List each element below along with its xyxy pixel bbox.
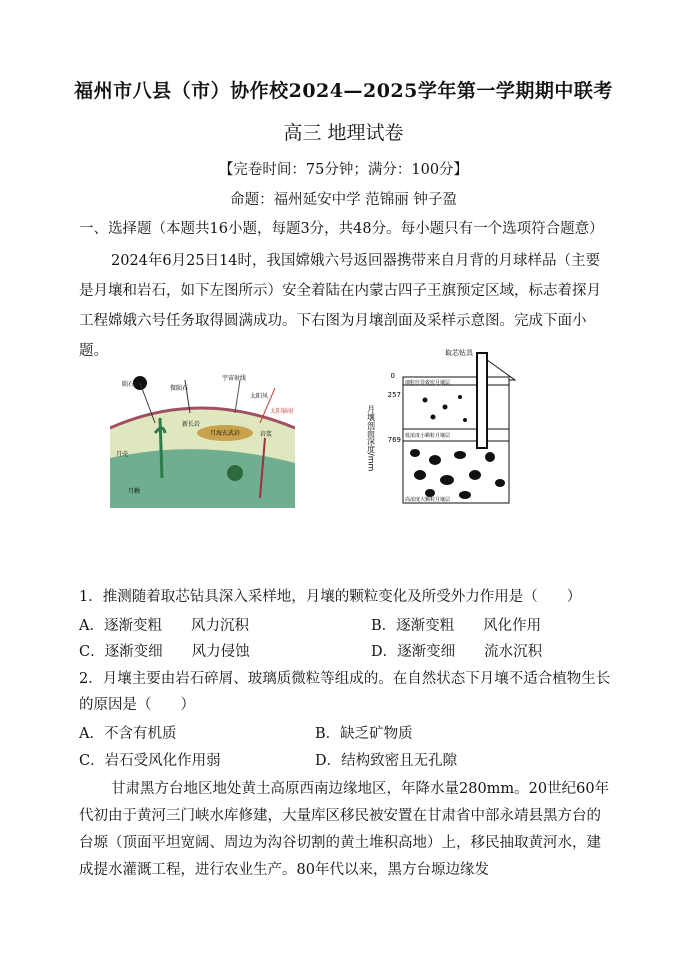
exam-title: 福州市八县（市）协作校2024—2025学年第一学期期中联考	[74, 80, 613, 102]
layer-3-label: 高浓度大颗粒月壤层	[405, 497, 451, 503]
q2-option-c[interactable]: C．岩石受风化作用弱	[79, 753, 221, 769]
exam-subtitle: 高三 地理试卷	[283, 122, 404, 144]
soil-profile-figure	[365, 345, 535, 515]
section-heading: 一、选择题（本题共16小题，每题3分，共48分。每小题只有一个选项符合题意）	[79, 221, 604, 237]
q2-option-d[interactable]: D．结构致密且无孔隙	[315, 753, 458, 769]
tick-769: 769	[387, 436, 401, 444]
label-solar-radiation: 太阳辐射	[270, 408, 295, 415]
lunar-soil-figure	[110, 368, 295, 508]
label-cosmic-ray: 宇宙射线	[222, 375, 247, 382]
label-new-rock: 新长岩	[182, 421, 201, 428]
label-solar-wind: 太阳风	[250, 393, 269, 400]
question-1-stem: 1．推测随着取芯钻具深入采样地，月壤的颗粒变化及所受外力作用是（ ）	[79, 589, 582, 605]
question-2-stem: 2．月壤主要由岩石碎屑、玻璃质微粒等组成的。在自然状态下月壤不适合植物生长的原因是（ ）	[79, 671, 611, 713]
label-meteorite: 陨石	[122, 381, 135, 388]
label-mantle: 月幔	[128, 488, 141, 495]
q2-option-b[interactable]: B．缺乏矿物质	[315, 726, 413, 742]
q1-option-c[interactable]: C．逐渐变细 风力侵蚀	[79, 644, 250, 660]
drill-label: 取芯钻具	[445, 349, 473, 357]
label-magma: 岩浆	[260, 431, 273, 438]
intro-paragraph: 2024年6月25日14时，我国嫦娥六号返回器携带来自月背的月球样品（主要是月壤和岩石，如下左图所示）安全着陆在内蒙古四子王旗预定区域，标志着探月工程嫦娥六号任务取得圆满成功。下右图为月壤剖面及采样示意图。完成下面小题。	[79, 253, 601, 359]
layer-2-label: 低浓度小颗粒月壤层	[405, 433, 451, 439]
q1-option-d[interactable]: D．逐渐变细 流水沉积	[371, 644, 543, 660]
passage-2: 甘肃黑方台地区地处黄土高原西南边缘地区，年降水量280mm。20世纪60年代初由于黄河三门峡水库修建，大量库区移民被安置在甘肃省中部永靖县黑方台的台塬（顶面平坦宽阔、周边为沟谷切割的黄土堆积高地）上，移民抽取黄河水，建成提水灌溉工程，进行农业生产。80年代以来，黑方台塬边缘发	[79, 781, 610, 878]
depth-axis-label: 月壤剖面深度/mm	[366, 405, 376, 472]
layer-1-label: 细粒径非致密月壤层	[405, 380, 451, 386]
exam-time-score: 【完卷时间：75分钟；满分：100分】	[218, 162, 469, 178]
drill-pipe-shape	[477, 353, 487, 448]
label-crater: 月海玄武岩	[210, 430, 241, 437]
label-micrometeorite: 微陨石	[170, 385, 189, 392]
q2-option-a[interactable]: A．不含有机质	[79, 726, 177, 742]
lunar-mantle-shape	[110, 449, 295, 508]
tick-0: 0	[390, 372, 395, 380]
q1-option-a[interactable]: A．逐渐变粗 风力沉积	[79, 618, 249, 634]
q1-option-b[interactable]: B．逐渐变粗 风化作用	[371, 618, 542, 634]
exam-setters: 命题：福州延安中学 范锦丽 钟子盈	[230, 192, 457, 208]
tick-257: 257	[387, 391, 401, 399]
label-crust: 月壳	[116, 451, 129, 458]
